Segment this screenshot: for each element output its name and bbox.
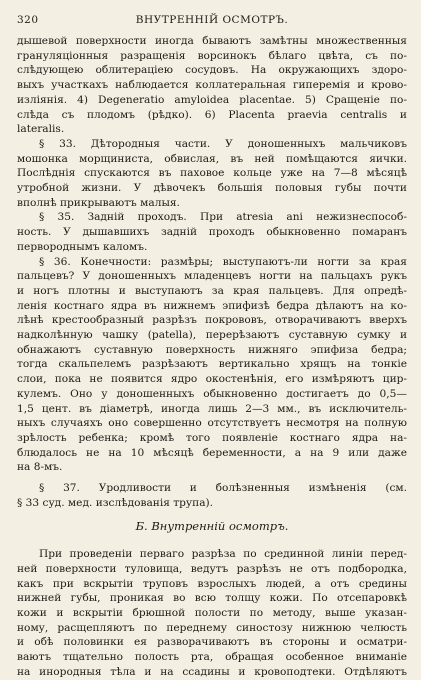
text-line: нижней губы, проникая во всю толщу кожи. По отсепаровкѣ — [17, 592, 407, 605]
text-line: вполнѣ прикрываютъ малыя. — [17, 196, 180, 209]
paragraph-section-36 — [17, 255, 407, 476]
paragraph-section-35 — [17, 210, 407, 254]
text-line: 1,5 цент. въ діаметрѣ, иногда лишь 2—3 мм., въ исключитель- — [17, 402, 407, 415]
text-line: ней поверхности туловища, ведутъ разрѣзъ не отъ подбородка, — [17, 562, 407, 575]
text-line: кулемъ. Оно у доношенныхъ обыкновенно достигаетъ до 0,5— — [17, 387, 407, 400]
text-line: и обѣ половинки ея разворачиваютъ въ стороны и осматри- — [17, 636, 407, 649]
page-header — [17, 14, 407, 28]
text-line: § 37. Уродливости и болѣзненныя измѣненія (см. — [39, 482, 407, 495]
text-line: ному, расщепляютъ по переднему синостозу нижнюю челюсть — [17, 621, 407, 634]
text-line: ленія костнаго ядра въ нижнемъ эпифизѣ бедра дѣлаютъ на ко- — [17, 299, 407, 312]
page-number: 320 — [17, 14, 39, 26]
running-title: ВНУТРЕННІЙ ОСМОТРЪ. — [135, 14, 289, 26]
text-line: зрѣлость ребенка; кромѣ того появленіе костнаго ядра на- — [17, 431, 407, 444]
paragraph-internal-exam — [17, 547, 407, 679]
paragraph-section-33 — [17, 137, 407, 211]
text-line: слѣда съ плодомъ (рѣдко). 6) Placenta praevia centralis и — [17, 108, 407, 121]
text-line: надколѣнную чашку (patella), перерѣзаютъ суставную сумку и — [17, 329, 407, 342]
text-line: ваютъ тщательно полость рта, обращая особенное вниманіе — [17, 651, 407, 664]
text-line: § 35. Задній проходъ. При atresia ani нежизнеспособ- — [39, 211, 407, 224]
text-line: на 8-мъ. — [17, 461, 63, 474]
text-line: пальцевъ? У доношенныхъ младенцевъ ногти на пальцахъ рукъ — [17, 270, 407, 283]
section-title: Б. Внутренній осмотръ. — [135, 518, 289, 533]
text-line: Послѣднія спускаются въ паховое кольце уже на 7—8 мѣсяцѣ — [17, 167, 407, 180]
paragraph-section-37 — [17, 481, 407, 510]
text-line: какъ при вскрытіи труповъ взрослыхъ людей, а отъ средины — [17, 577, 407, 590]
text-line: мошонка морщиниста, обвислая, въ ней помѣщаются яички. — [17, 152, 407, 165]
text-line: § 33. Дѣтородныя части. У доношенныхъ мальчиковъ — [39, 137, 407, 150]
text-line: тогда скальпелемъ разрѣзаютъ вертикально хрящъ на тонкіе — [17, 358, 407, 371]
text-line: на инородныя тѣла и на ссадины и кровоподтеки. Отдѣляютъ — [17, 665, 407, 678]
text-line: ность. У дышавшихъ задній проходъ обыкновенно помаранъ — [17, 226, 407, 239]
text-line: лѣнѣ крестообразный разрѣзъ покрововъ, отворачиваютъ вверхъ — [17, 314, 407, 327]
text-line: первороднымъ каломъ. — [17, 240, 148, 253]
text-line: кожи и вскрытіи брюшной полости по методу, выше указан- — [17, 607, 407, 620]
paragraph-placenta — [17, 34, 407, 137]
text-line: § 33 суд. мед. изслѣдованія трупа). — [17, 496, 214, 509]
text-line: изліянія. 4) Degeneratio amyloidea placentae. 5) Сращеніе по- — [17, 93, 407, 106]
body-text — [17, 34, 407, 680]
text-line: блюдалось не на 10 мѣсяцѣ беременности, а на 9 или даже — [17, 446, 407, 459]
text-line: и ногъ плотны и выступаютъ за края пальцевъ. Для опредѣ- — [17, 284, 407, 297]
text-line: выхъ участкахъ наблюдается коллатеральная гиперемія и крово- — [17, 79, 407, 92]
text-line: грануляціонныя разращенія ворсинокъ бѣлаго цвѣта, съ по- — [17, 49, 407, 62]
text-line: слѣдующею облитераціею сосудовъ. На окружающихъ здоро- — [17, 64, 407, 77]
text-line: lateralis. — [17, 123, 65, 136]
text-line: ныхъ случаяхъ оно совершенно отсутствуетъ несмотря на полную — [17, 417, 407, 430]
text-line: обнажаютъ суставную поверхность нижняго эпифиза бедра; — [17, 343, 407, 356]
text-line: слои, пока не появится ядро окостенѣнія, его измѣряютъ цир- — [17, 373, 407, 386]
text-line: дышевой поверхности иногда бываютъ замѣтны множественныя — [17, 35, 407, 47]
text-line: § 36. Конечности: размѣры; выступаютъ-ли ногти за края — [39, 255, 407, 268]
text-line: При проведеніи перваго разрѣза по срединной линіи перед- — [39, 548, 407, 561]
text-line: утробной жизни. У дѣвочекъ большія половыя губы почти — [17, 182, 407, 195]
